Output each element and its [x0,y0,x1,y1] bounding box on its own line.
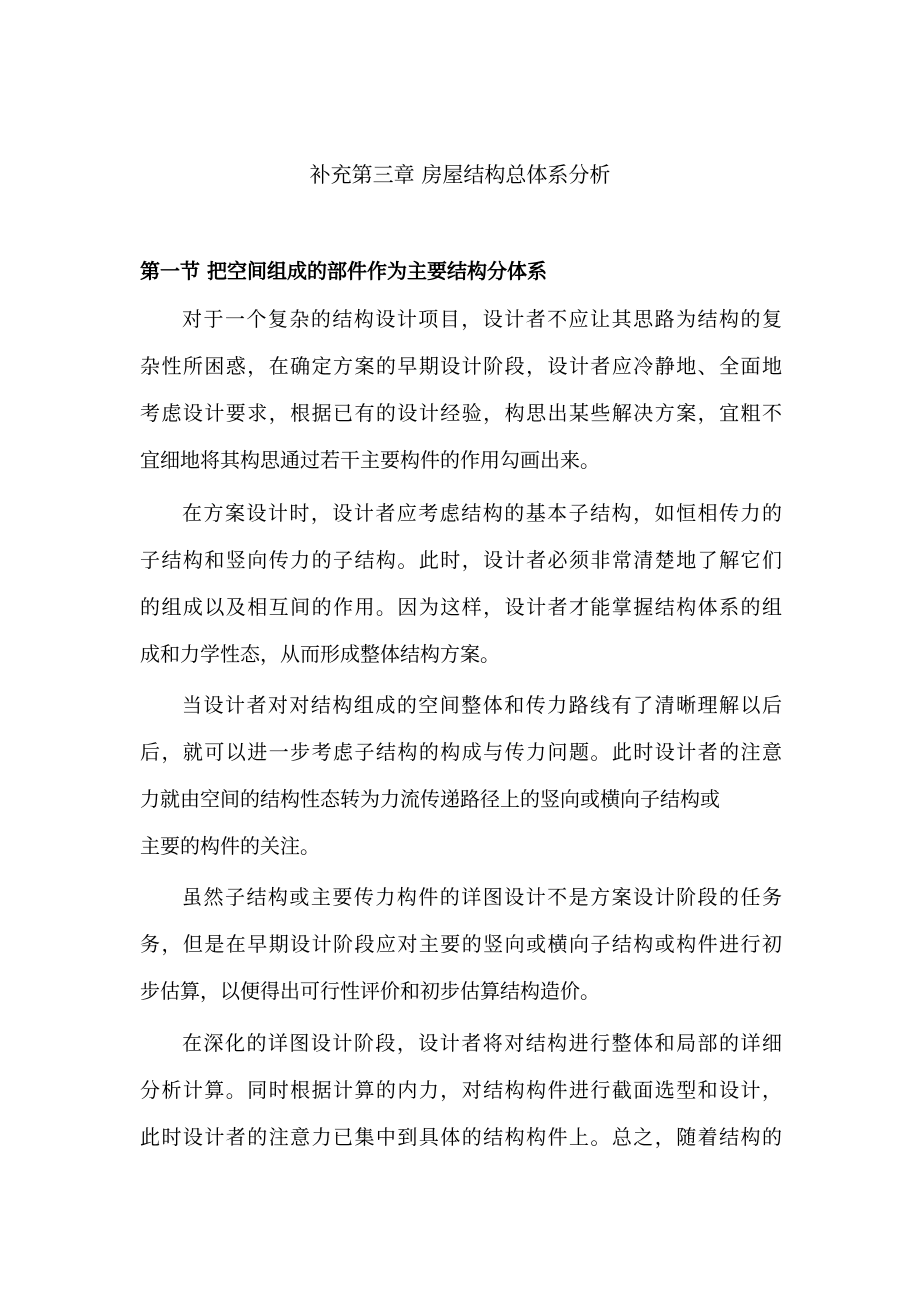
text-line: 虽然子结构或主要传力构件的详图设计不是方案设计阶段的任务 [182,885,782,909]
text-line: 分析计算。同时根据计算的内力，对结构构件进行截面选型和设计， [140,1078,782,1102]
text-line: 的组成以及相互间的作用。因为这样，设计者才能掌握结构体系的组 [140,595,782,619]
text-line: 步估算，以便得出可行性评价和初步估算结构造价。 [140,979,600,1003]
section-heading: 第一节 把空间组成的部件作为主要结构分体系 [140,259,547,283]
text-line: 主要的构件的关注。 [140,834,320,858]
text-line: 子结构和竖向传力的子结构。此时，设计者必须非常清楚地了解它们 [140,548,782,572]
text-line: 宜细地将其构思通过若干主要构件的作用勾画出来。 [140,448,600,472]
text-line: 对于一个复杂的结构设计项目，设计者不应让其思路为结构的复 [182,307,782,331]
text-line: 此时设计者的注意力已集中到具体的结构构件上。总之，随着结构的 [140,1125,782,1149]
text-line: 杂性所困惑，在确定方案的早期设计阶段，设计者应冷静地、全面地 [140,354,782,378]
text-line: 成和力学性态，从而形成整体结构方案。 [140,642,500,666]
text-line: 当设计者对对结构组成的空间整体和传力路线有了清晰理解以后 [182,693,782,717]
text-line: 务，但是在早期设计阶段应对主要的竖向或横向子结构或构件进行初 [140,932,782,956]
text-line: 在方案设计时，设计者应考虑结构的基本子结构，如恒相传力的 [182,501,782,525]
chapter-title: 补充第三章 房屋结构总体系分析 [309,163,611,187]
text-line: 力就由空间的结构性态转为力流传递路径上的竖向或横向子结构或 [140,787,720,811]
text-line: 考虑设计要求，根据已有的设计经验，构思出某些解决方案，宜粗不 [140,401,782,425]
text-line: 在深化的详图设计阶段，设计者将对结构进行整体和局部的详细 [182,1031,782,1055]
text-line: 后，就可以进一步考虑子结构的构成与传力问题。此时设计者的注意 [140,740,782,764]
